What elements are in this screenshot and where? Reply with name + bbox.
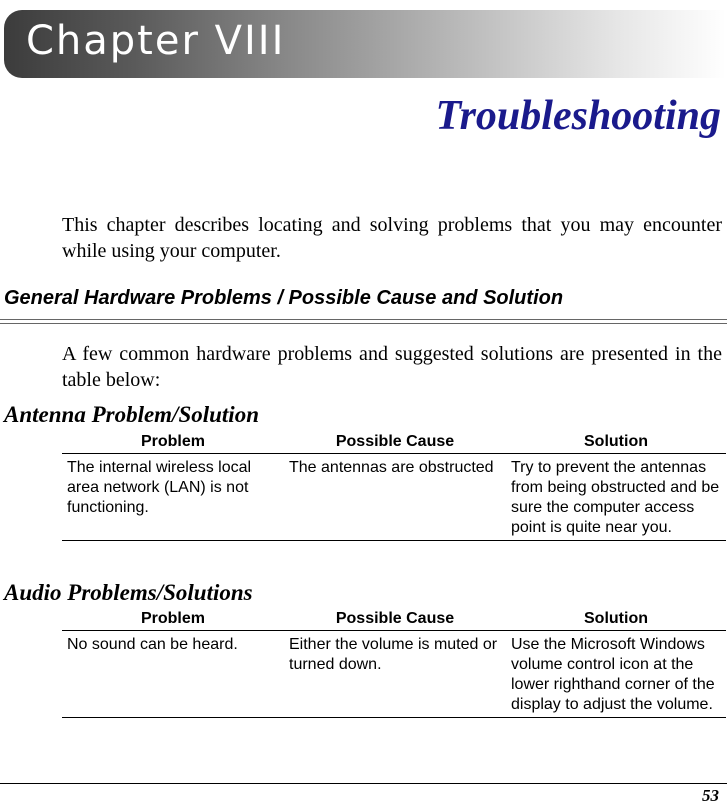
table-header-row <box>62 608 726 631</box>
intro-paragraph: This chapter describes locating and solving problems that you may encounter while using your computer. <box>62 214 722 262</box>
cause-cell: Either the volume is muted or turned down. <box>284 631 506 718</box>
page-title: Troubleshooting <box>435 93 721 139</box>
audio-heading: Audio Problems/Solutions <box>4 580 253 605</box>
antenna-table <box>62 431 726 541</box>
footer-divider <box>0 783 727 784</box>
chapter-label: Chapter VIII <box>26 18 286 64</box>
cause-cell: The antennas are obstructed <box>284 454 506 541</box>
audio-table <box>62 608 726 718</box>
column-header: Solution <box>506 608 726 631</box>
column-header: Solution <box>506 431 726 454</box>
antenna-heading: Antenna Problem/Solution <box>4 402 259 427</box>
solution-cell: Try to prevent the antennas from being obstructed and be sure the computer access point is quite near you. <box>506 454 726 541</box>
column-header: Possible Cause <box>284 431 506 454</box>
general-section-heading: General Hardware Problems / Possible Cause and Solution <box>4 287 564 309</box>
table-row <box>62 454 726 541</box>
column-header: Problem <box>62 431 284 454</box>
problem-cell: No sound can be heard. <box>62 631 284 718</box>
chapter-banner <box>4 10 726 78</box>
table-row <box>62 631 726 718</box>
column-header: Possible Cause <box>284 608 506 631</box>
section-divider <box>0 319 727 324</box>
solution-cell: Use the Microsoft Windows volume control icon at the lower righthand corner of the display to adjust the volume. <box>506 631 726 718</box>
problem-cell: The internal wireless local area network (LAN) is not functioning. <box>62 454 284 541</box>
table-header-row <box>62 431 726 454</box>
column-header: Problem <box>62 608 284 631</box>
general-section-text: A few common hardware problems and suggested solutions are presented in the table below: <box>62 343 722 391</box>
page-number: 53 <box>702 786 719 805</box>
